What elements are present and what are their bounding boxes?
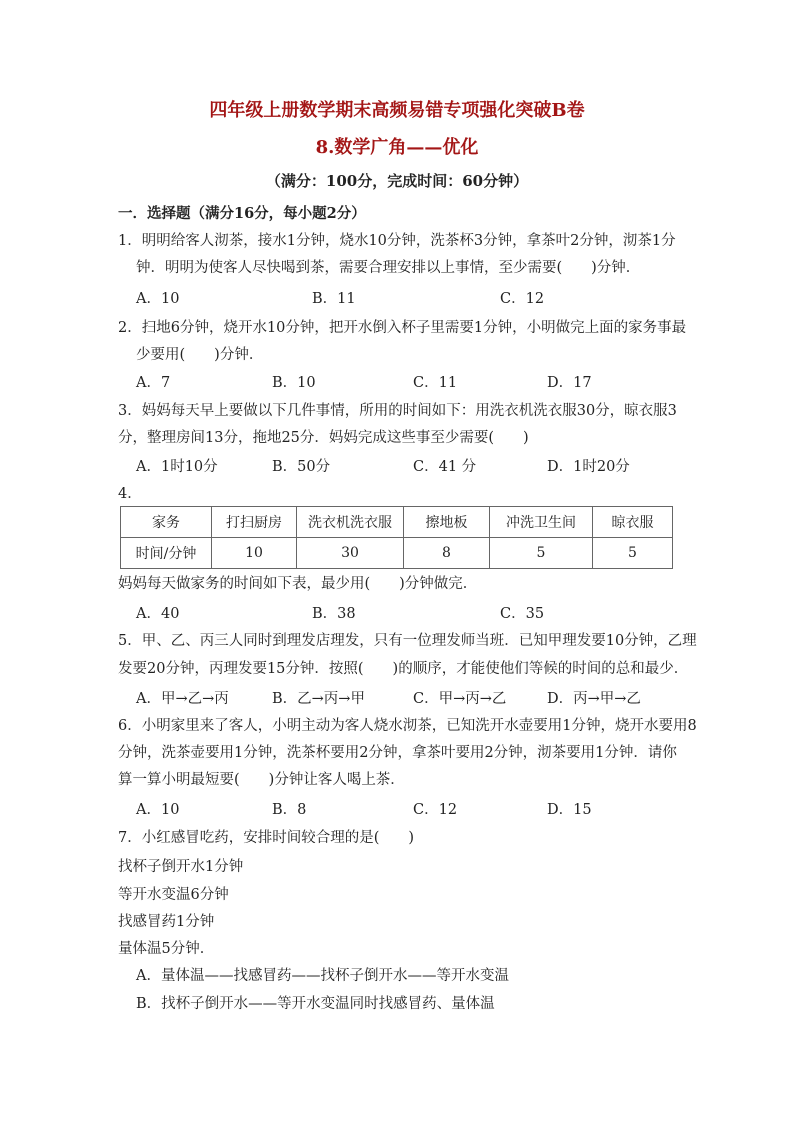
- question-5-line-2: 发要20分钟，丙理发要15分钟．按照( )的顺序，才能使他们等候的时间的总和最少．: [118, 661, 689, 677]
- q6-option-d[interactable]: D．15: [547, 802, 592, 818]
- q7-step: 找杯子倒开水1分钟: [118, 859, 244, 875]
- question-2-line-1: 2．扫地6分钟，烧开水10分钟，把开水倒入杯子里需要1分钟，小明做完上面的家务事最: [118, 320, 687, 336]
- q1-option-b[interactable]: B．11: [312, 291, 356, 307]
- q3-option-c[interactable]: C．41 分: [413, 459, 477, 475]
- q5-option-d[interactable]: D．丙→甲→乙: [547, 691, 641, 707]
- worksheet-title: 四年级上册数学期末高频易错专项强化突破B卷: [209, 100, 585, 121]
- score-info: （满分：100分，完成时间：60分钟）: [265, 172, 529, 190]
- q3-option-a[interactable]: A．1时10分: [136, 459, 218, 475]
- question-6-line-3: 算一算小明最短要( )分钟让客人喝上茶．: [118, 772, 405, 788]
- q6-option-c[interactable]: C．12: [413, 802, 458, 818]
- question-4-text: 妈妈每天做家务的时间如下表，最少用( )分钟做完．: [118, 576, 478, 592]
- question-6-line-2: 分钟，洗茶壶要用1分钟，洗茶杯要用2分钟，拿茶叶要用2分钟，沏茶要用1分钟．请你: [118, 745, 677, 761]
- table-header-cell: 打扫厨房: [212, 507, 297, 538]
- table-cell: 5: [593, 538, 673, 569]
- worksheet-subtitle: 8.数学广角——优化: [315, 137, 479, 158]
- q7-option-a[interactable]: A．量体温——找感冒药——找杯子倒开水——等开水变温: [136, 968, 509, 984]
- question-6-line-1: 6．小明家里来了客人，小明主动为客人烧水沏茶，已知洗开水壶要用1分钟，烧开水要用8: [118, 718, 697, 734]
- table-cell: 10: [212, 538, 297, 569]
- q7-step: 量体温5分钟．: [118, 941, 215, 957]
- q4-option-b[interactable]: B．38: [312, 606, 356, 622]
- q1-option-c[interactable]: C．12: [500, 291, 545, 307]
- q2-option-b[interactable]: B．10: [272, 375, 316, 391]
- table-cell: 30: [297, 538, 404, 569]
- q5-option-c[interactable]: C．甲→丙→乙: [413, 691, 507, 707]
- q5-option-b[interactable]: B．乙→丙→甲: [272, 691, 365, 707]
- table-header-cell: 洗衣机洗衣服: [297, 507, 404, 538]
- q2-option-c[interactable]: C．11: [413, 375, 458, 391]
- q7-step: 找感冒药1分钟: [118, 914, 215, 930]
- question-4-number: 4．: [118, 486, 142, 502]
- table-header-cell: 家务: [121, 507, 212, 538]
- q7-option-b[interactable]: B．找杯子倒开水——等开水变温同时找感冒药、量体温: [136, 996, 495, 1012]
- q7-step: 等开水变温6分钟: [118, 887, 229, 903]
- table-cell: 8: [404, 538, 490, 569]
- q4-option-a[interactable]: A．40: [136, 606, 180, 622]
- q1-option-a[interactable]: A．10: [136, 291, 180, 307]
- table-row: [121, 538, 673, 569]
- question-2-line-2: 少要用( )分钟．: [136, 347, 264, 363]
- q6-option-a[interactable]: A．10: [136, 802, 180, 818]
- q3-option-b[interactable]: B．50分: [272, 459, 331, 475]
- table-header-cell: 擦地板: [404, 507, 490, 538]
- question-1-line-2: 钟．明明为使客人尽快喝到茶，需要合理安排以上事情，至少需要( )分钟．: [136, 260, 641, 276]
- q2-option-a[interactable]: A．7: [136, 375, 171, 391]
- question-1-line-1: 1．明明给客人沏茶，接水1分钟，烧水10分钟，洗茶杯3分钟，拿茶叶2分钟，沏茶1分: [118, 233, 676, 249]
- q2-option-d[interactable]: D．17: [547, 375, 592, 391]
- q4-option-c[interactable]: C．35: [500, 606, 545, 622]
- table-header-row: [121, 507, 673, 538]
- q5-option-a[interactable]: A．甲→乙→丙: [136, 691, 229, 707]
- question-5-line-1: 5．甲、乙、丙三人同时到理发店理发，只有一位理发师当班．已知甲理发要10分钟，乙理: [118, 633, 697, 649]
- q3-option-d[interactable]: D．1时20分: [547, 459, 630, 475]
- table-cell: 时间/分钟: [121, 538, 212, 569]
- question-3-line-1: 3．妈妈每天早上要做以下几件事情，所用的时间如下：用洗衣机洗衣服30分，晾衣服3: [118, 403, 677, 419]
- chores-table: [120, 506, 673, 569]
- q6-option-b[interactable]: B．8: [272, 802, 307, 818]
- question-7-line-1: 7．小红感冒吃药，安排时间较合理的是( ): [118, 830, 415, 846]
- question-3-line-2: 分，整理房间13分，拖地25分．妈妈完成这些事至少需要( ): [118, 430, 529, 446]
- table-header-cell: 冲洗卫生间: [490, 507, 593, 538]
- section-heading: 一．选择题（满分16分，每小题2分）: [118, 205, 366, 222]
- table-header-cell: 晾衣服: [593, 507, 673, 538]
- table-cell: 5: [490, 538, 593, 569]
